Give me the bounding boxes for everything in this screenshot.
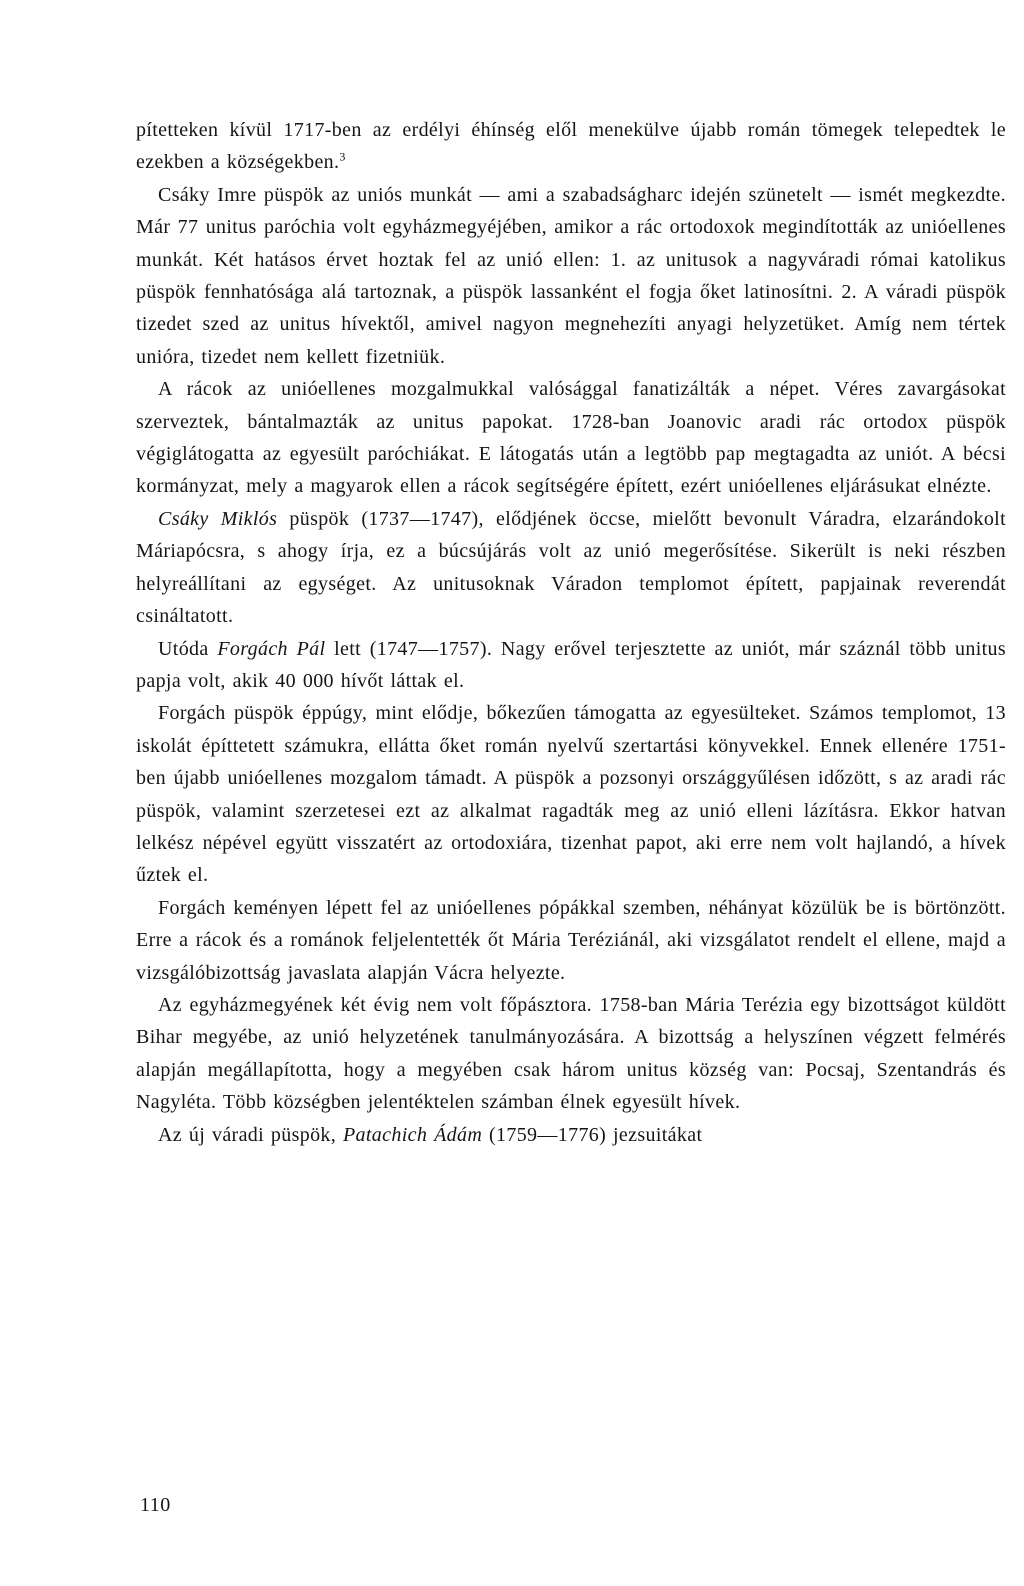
paragraph-2-text: Csáky Imre püspök az uniós munkát — ami a szabadságharc idején szünetelt — ismét megkezdte. Már 77 unitus paróchia volt egyházmegyéjében, amikor a rác ortodoxok megindították az unióellenes munkát. Két hatásos érvet hoztak fel az unió ellen: 1. az unitusok a nagyváradi római katolikus püspök fennhatósága alá tartoznak, a püspök lassanként el fogja őket latinosítni. 2. A váradi püspök tizedet szed az unitus hívektől, amivel nagyon megnehezíti anyagi helyzetüket. Amíg nem tértek unióra, tizedet nem kellett fizetniük. xyxy=(136,183,1006,368)
bishop-name-forgach-pal: Forgách Pál xyxy=(217,637,326,660)
page-body xyxy=(136,114,1006,1151)
bishop-name-patachich-adam: Patachich Ádám xyxy=(342,1123,483,1146)
paragraph-5 xyxy=(136,633,1006,698)
paragraph-9-lead: Az új váradi püspök, xyxy=(158,1123,343,1146)
paragraph-9-text: (1759—1776) jezsuitákat xyxy=(482,1123,703,1146)
paragraph-4-text: püspök (1737—1747), elődjének öccse, mielőtt bevonult Váradra, elzarándokolt Máriapócsra, s ahogy írja, ez a búcsújárás volt az unió megerősítése. Sikerült is neki részben helyreállítani az egységet. Az unitusoknak Váradon templomot épített, papjainak reverendát csináltatott. xyxy=(136,507,1006,628)
paragraph-4 xyxy=(136,503,1006,633)
paragraph-3 xyxy=(136,373,1006,503)
paragraph-7 xyxy=(136,892,1006,989)
paragraph-5-lead: Utóda xyxy=(158,637,218,660)
paragraph-3-text: A rácok az unióellenes mozgalmukkal valósággal fanatizálták a népet. Véres zavargásokat szerveztek, bántalmazták az unitus papokat. 1728-ban Joanovic aradi rác ortodox püspök végiglátogatta az egyesült paróchiákat. E látogatás után a legtöbb pap megtagadta az uniót. A bécsi kormányzat, mely a magyarok ellen a rácok segítségére épített, ezért unióellenes eljárásukat elnézte. xyxy=(136,378,1006,498)
bishop-name-csaky-miklos: Csáky Miklós xyxy=(158,507,278,530)
paragraph-6-text: Forgách püspök éppúgy, mint elődje, bőkezűen támogatta az egyesülteket. Számos templomot, 13 iskolát építtetett számukra, ellátta őket román nyelvű szertartási könyvekkel. Ennek ellenére 1751-ben újabb unióellenes mozgalom támadt. A püspök a pozsonyi országgyűlésen időzött, s az aradi rác püspök, valamint szerzetesei ezt az alkalmat ragadták meg az unió elleni lázításra. Ekkor hatvan lelkész népével együtt visszatért az ortodoxiára, tizenhat papot, aki erre nem volt hajlandó, a hívek űztek el. xyxy=(136,702,1006,887)
paragraph-1-text: pítetteken kívül 1717-ben az erdélyi éhínség elől menekülve újabb román tömegek telepedtek le ezekben a községekben. xyxy=(136,119,1006,174)
paragraph-6 xyxy=(136,697,1006,891)
page-number: 110 xyxy=(140,1494,171,1516)
paragraph-2 xyxy=(136,179,1006,373)
paragraph-1 xyxy=(136,114,1006,179)
paragraph-7-text: Forgách keményen lépett fel az unióellenes pópákkal szemben, néhányat közülük be is börtönzött. Erre a rácok és a románok feljelentették őt Mária Teréziánál, aki vizsgálatot rendelt el ellene, majd a vizsgálóbizottság javaslata alapján Vácra helyezte. xyxy=(136,896,1006,984)
footnote-marker: 3 xyxy=(339,149,346,164)
paragraph-8-text: Az egyházmegyének két évig nem volt főpásztora. 1758-ban Mária Terézia egy bizottságot küldött Bihar megyébe, az unió helyzetének tanulmányozására. A bizottság a helyszínen végzett felmérés alapján megállapította, hogy a megyében csak három unitus község van: Pocsaj, Szentandrás és Nagyléta. Több községben jelentéktelen számban élnek egyesült hívek. xyxy=(136,993,1006,1114)
paragraph-9 xyxy=(136,1119,1006,1151)
paragraph-5-text: lett (1747—1757). Nagy erővel terjesztette az uniót, már száznál több unitus papja volt, akik 40 000 hívőt láttak el. xyxy=(136,637,1006,692)
paragraph-8 xyxy=(136,989,1006,1119)
